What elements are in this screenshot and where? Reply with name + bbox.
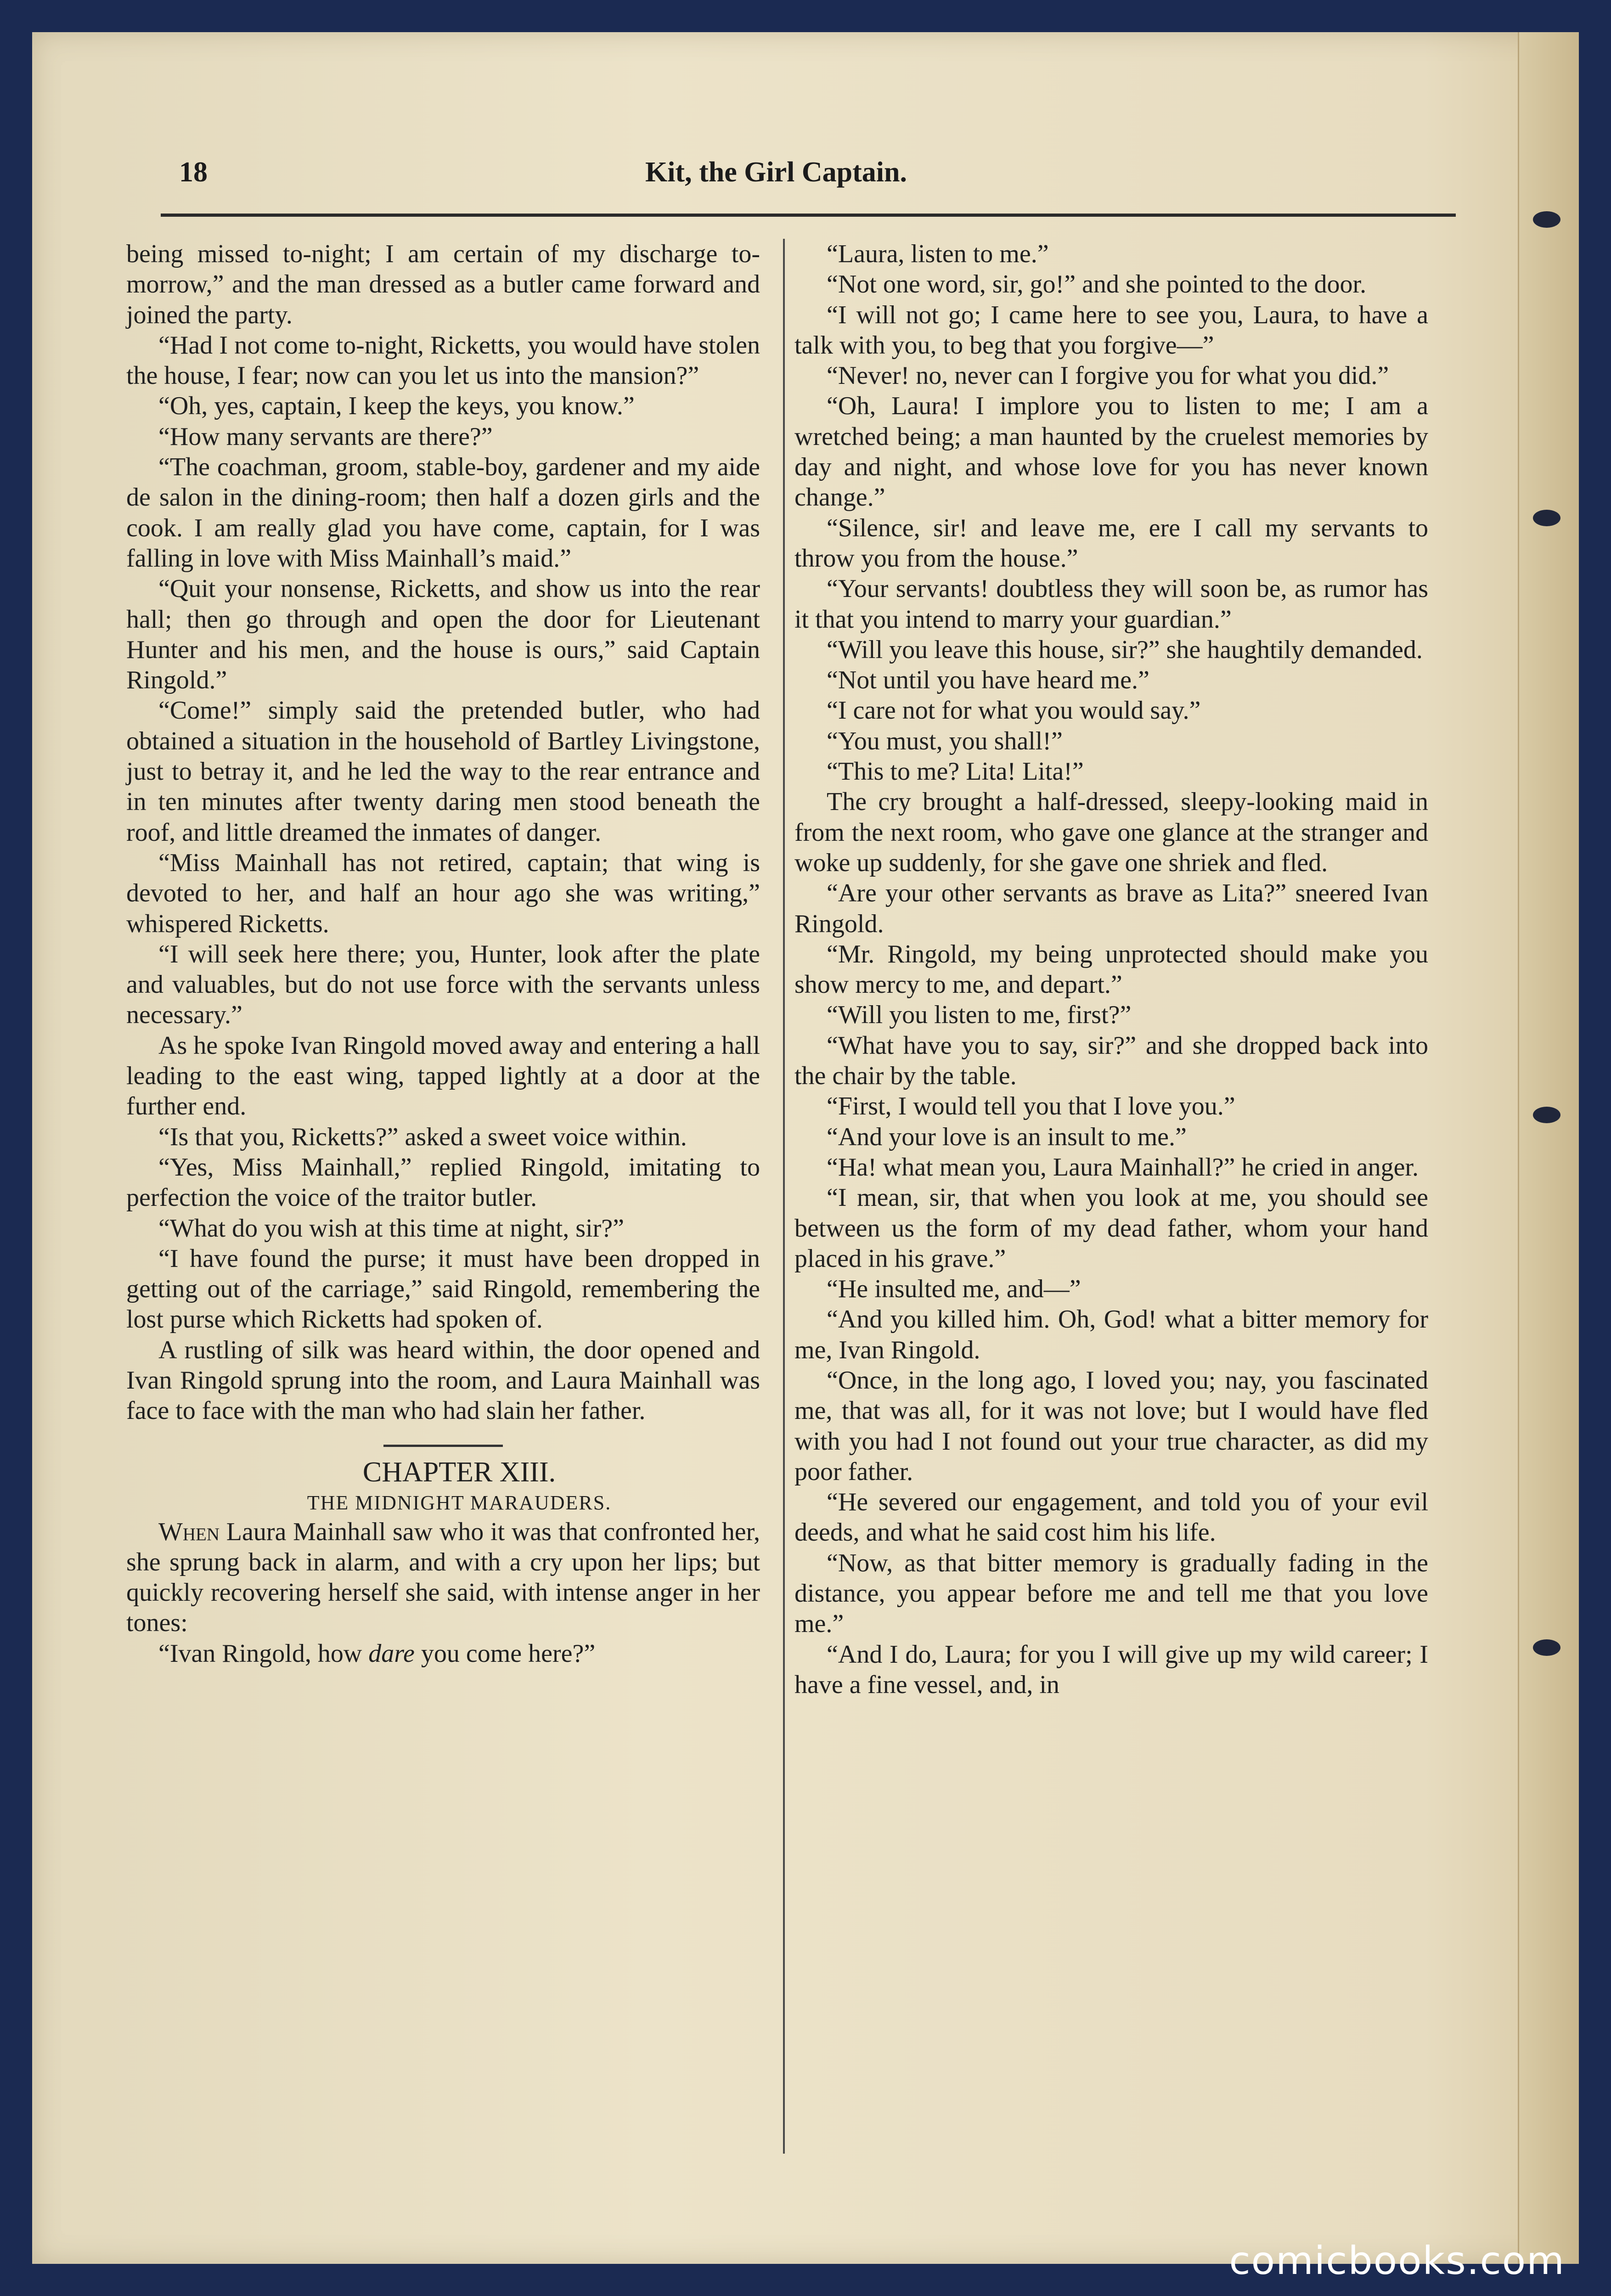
header-rule	[161, 214, 1456, 217]
paragraph: “Will you listen to me, first?”	[827, 1001, 1132, 1030]
right-column	[794, 239, 1428, 1700]
paragraph: “Mr. Ringold, my being unprotected should make you show mercy to me, and depart.”	[794, 940, 1428, 999]
paragraph: “Not one word, sir, go!” and she pointed to the door.	[827, 270, 1367, 299]
paragraph: “Miss Mainhall has not retired, captain; that wing is devoted to her, and half an hour ago she was writing,” whispered Ricketts.	[126, 848, 760, 938]
opening-text: Laura Mainhall saw who it was that confronted her, she sprung back in alarm, and with a cry upon her lips; but quickly recovering herself she said, with intense anger in her tones:	[126, 1517, 760, 1638]
watermark: comicbooks.com	[1229, 2238, 1565, 2283]
paragraph: being missed to-night; I am certain of my discharge to-morrow,” and the man dressed as a butler came forward and joined the party.	[126, 240, 760, 329]
paragraph: “I mean, sir, that when you look at me, you should see between us the form of my dead father, whom your hand placed in his grave.”	[794, 1183, 1428, 1273]
page-header	[119, 156, 1433, 207]
opening-word: When	[158, 1517, 220, 1546]
paragraph: “Oh, Laura! I implore you to listen to me; I am a wretched being; a man haunted by the cruelest memories by day and night, and whose love for you has never known change.”	[794, 392, 1428, 512]
paragraph: “The coachman, groom, stable-boy, gardener and my aide de salon in the dining-room; then half a dozen girls and the cook. I am really glad you have come, captain, for I was falling in love with Miss Mainhall’s maid.”	[126, 453, 760, 573]
paragraph: “And you killed him. Oh, God! what a bitter memory for me, Ivan Ringold.	[794, 1305, 1428, 1364]
paragraph: “Never! no, never can I forgive you for what you did.”	[827, 361, 1389, 390]
paragraph: A rustling of silk was heard within, the door opened and Ivan Ringold sprung into the room, and Laura Mainhall was face to face with the man who had slain her father.	[126, 1335, 760, 1425]
paragraph: “Quit your nonsense, Ricketts, and show us into the rear hall; then go through and open the door for Lieutenant Hunter and his men, and the house is ours,” said Captain Ringold.”	[126, 574, 760, 695]
chapter-opening-paragraph	[126, 1517, 760, 1638]
paragraph: “Ha! what mean you, Laura Mainhall?” he cried in anger.	[827, 1153, 1419, 1182]
paragraph: “He insulted me, and—”	[827, 1275, 1081, 1304]
paragraph: “Is that you, Ricketts?” asked a sweet voice within.	[158, 1122, 687, 1151]
paragraph: “He severed our engagement, and told you of your evil deeds, and what he said cost him his life.	[794, 1488, 1428, 1547]
paragraph: “Oh, yes, captain, I keep the keys, you know.”	[158, 392, 635, 421]
paragraph: “And your love is an insult to me.”	[827, 1122, 1187, 1151]
paragraph: “Once, in the long ago, I loved you; nay, you fascinated me, that was all, for it was not love; but I would have fled with you had I not found out your true character, as did my poor father.	[794, 1366, 1428, 1486]
paragraph: “I will seek here there; you, Hunter, look after the plate and valuables, but do not use force with the servants unless necessary.”	[126, 940, 760, 1030]
paragraph	[126, 1638, 760, 1669]
chapter-subtitle: THE MIDNIGHT MARAUDERS.	[307, 1491, 612, 1514]
paragraph: “Come!” simply said the pretended butler, who had obtained a situation in the household of Bartley Livingstone, just to betray it, and he led the way to the rear entrance and in ten minutes after twenty daring men stood beneath the roof, and little dreamed the inmates of danger.	[126, 696, 760, 847]
paragraph: “Will you leave this house, sir?” she haughtily demanded.	[827, 635, 1423, 664]
paragraph: “I care not for what you would say.”	[827, 696, 1201, 725]
paragraph: “Yes, Miss Mainhall,” replied Ringold, imitating to perfection the voice of the traitor butler.	[126, 1153, 760, 1212]
paragraph: “First, I would tell you that I love you.”	[827, 1092, 1235, 1121]
paragraph: “What have you to say, sir?” and she dropped back into the chair by the table.	[794, 1031, 1428, 1091]
staple-icon	[1533, 1639, 1560, 1656]
paragraph: “Your servants! doubtless they will soon be, as rumor has it that you intend to marry your guardian.”	[794, 574, 1428, 634]
paragraph: “I will not go; I came here to see you, Laura, to have a talk with you, to beg that you forgive—”	[794, 300, 1428, 360]
column-divider	[783, 239, 785, 2154]
paragraph: “You must, you shall!”	[827, 726, 1063, 755]
paragraph: “Laura, listen to me.”	[827, 240, 1049, 268]
paragraph: “This to me? Lita! Lita!”	[827, 757, 1084, 786]
paragraph: “How many servants are there?”	[158, 422, 493, 451]
staple-icon	[1533, 510, 1560, 526]
page-number: 18	[179, 157, 208, 188]
paragraph: “And I do, Laura; for you I will give up my wild career; I have a fine vessel, and, in	[794, 1640, 1428, 1699]
staple-icon	[1533, 211, 1560, 228]
paragraph: “Not until you have heard me.”	[827, 666, 1149, 695]
paragraph: The cry brought a half-dressed, sleepy-looking maid in from the next room, who gave one glance at the stranger and woke up suddenly, for she gave one shriek and fled.	[794, 788, 1428, 877]
staple-icon	[1533, 1107, 1560, 1123]
emphasis-text: dare	[368, 1639, 415, 1668]
paragraph: “Are your other servants as brave as Lita?” sneered Ivan Ringold.	[794, 879, 1428, 938]
paragraph: “What do you wish at this time at night, sir?”	[158, 1214, 625, 1243]
paragraph: “I have found the purse; it must have been dropped in getting out of the carriage,” said Ringold, remembering the lost purse which Ricketts had spoken of.	[126, 1244, 760, 1334]
chapter-title: CHAPTER XIII.	[362, 1456, 556, 1488]
left-column	[126, 239, 760, 1669]
paragraph: “Silence, sir! and leave me, ere I call my servants to throw you from the house.”	[794, 513, 1428, 573]
paragraph: As he spoke Ivan Ringold moved away and entering a hall leading to the east wing, tapped lightly at a door at the further end.	[126, 1031, 760, 1121]
binding-edge	[1518, 32, 1579, 2264]
paragraph: “Now, as that bitter memory is gradually fading in the distance, you appear before me and tell me that you love me.”	[794, 1548, 1428, 1638]
paragraph: “Had I not come to-night, Ricketts, you would have stolen the house, I fear; now can you let us into the mansion?”	[126, 331, 760, 390]
dialogue-text: “Ivan Ringold, how	[158, 1639, 369, 1668]
dialogue-text: you come here?”	[414, 1639, 596, 1668]
chapter-rule	[383, 1445, 503, 1447]
running-title: Kit, the Girl Captain.	[645, 157, 907, 188]
